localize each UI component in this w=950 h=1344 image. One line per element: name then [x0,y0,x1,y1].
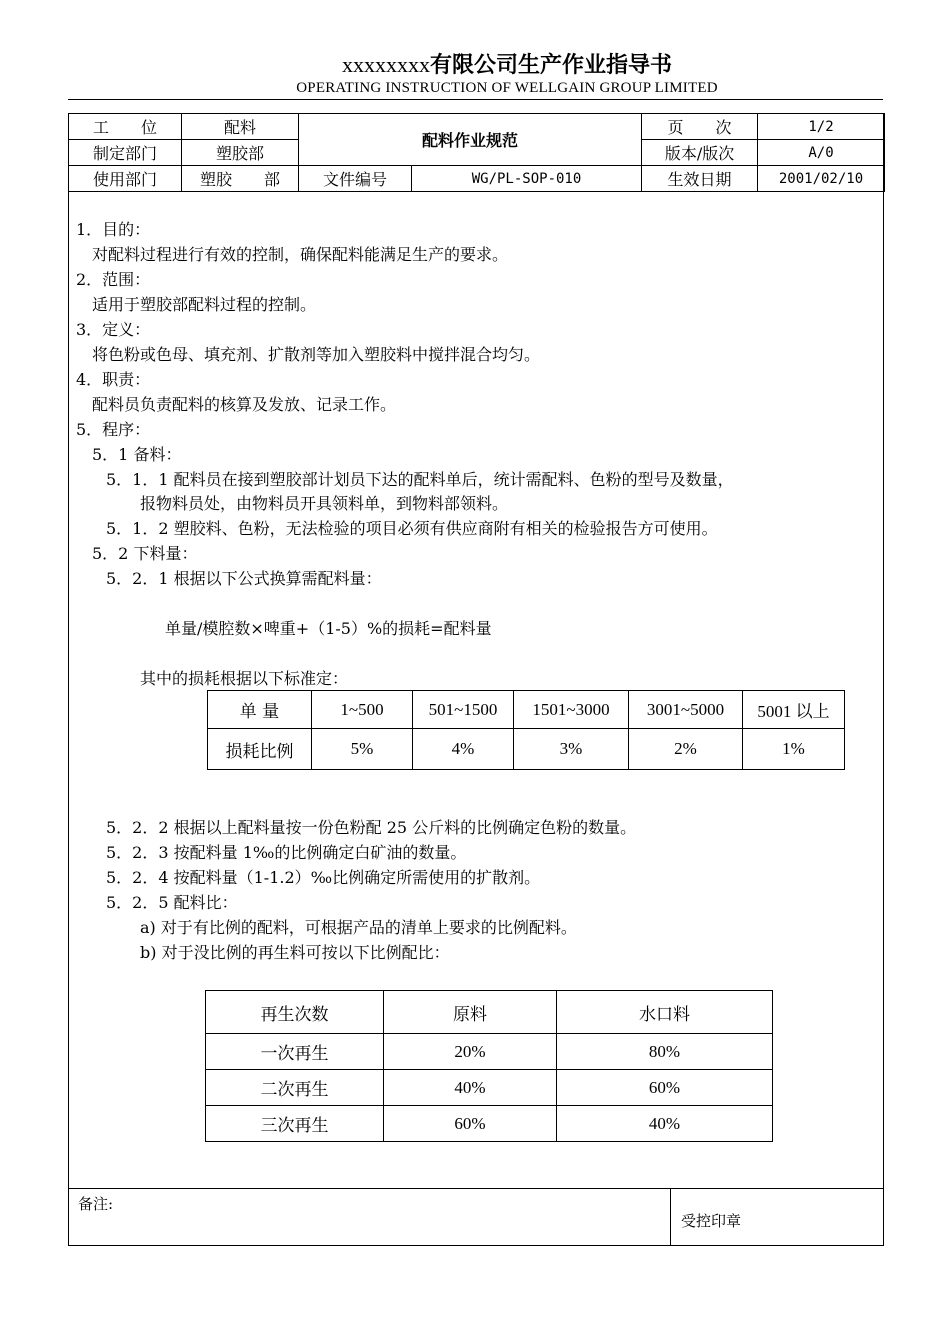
loss-cell: 501~1500 [413,691,514,729]
page-value: 1/2 [758,114,885,140]
use-dept-value: 塑胶 部 [182,166,299,192]
regrind-cell: 一次再生 [206,1034,384,1070]
regrind-cell: 二次再生 [206,1070,384,1106]
section-4-text: 配料员负责配料的核算及发放、记录工作。 [92,395,397,414]
regrind-header-cell: 原料 [384,991,557,1034]
loss-cell: 4% [413,729,514,770]
section-5-2-5-b: b) 对于没比例的再生料可按以下比例配比： [140,943,450,962]
formula: 单量/模腔数×啤重+（1-5）%的损耗=配料量 [165,619,492,638]
dept-value: 塑胶部 [182,140,299,166]
version-label: 版本/版次 [642,140,758,166]
loss-cell: 3% [514,729,629,770]
loss-table [207,690,845,770]
regrind-cell: 80% [557,1034,773,1070]
regrind-table-row [206,1034,773,1070]
effective-date-label: 生效日期 [642,166,758,192]
regrind-table-header [206,991,773,1034]
section-5-1-1-line2: 报物料员处，由物料员开具领料单，到物料部领料。 [140,494,509,513]
remarks-label: 备注: [78,1195,114,1213]
section-5-2-title: 5．2 下料量： [92,544,198,563]
regrind-table [205,990,773,1142]
loss-cell: 3001~5000 [629,691,743,729]
section-5-1-title: 5．1 备料： [92,445,182,464]
company-code: xxxxxxxx [341,52,430,77]
loss-cell: 2% [629,729,743,770]
regrind-cell: 40% [384,1070,557,1106]
regrind-header-cell: 水口料 [557,991,773,1034]
regrind-cell: 三次再生 [206,1106,384,1142]
section-5-2-4: 5．2．4 按配料量（1-1.2）‰比例确定所需使用的扩散剂。 [106,868,541,887]
station-value: 配料 [182,114,299,140]
title-divider [68,99,883,100]
section-1-text: 对配料过程进行有效的控制，确保配料能满足生产的要求。 [92,245,509,264]
section-1-title: 1．目的： [76,220,151,239]
doc-title: 配料作业规范 [299,114,642,166]
doc-no-label: 文件编号 [299,166,412,192]
page-label: 页 次 [642,114,758,140]
regrind-cell: 60% [384,1106,557,1142]
footer-divider [68,1188,884,1189]
loss-cell: 5001 以上 [743,691,845,729]
company-title: 有限公司生产作业指导书 [429,53,672,78]
dept-label: 制定部门 [69,140,182,166]
section-5-2-2: 5．2．2 根据以上配料量按一份色粉配 25 公斤料的比例确定色粉的数量。 [106,818,637,837]
document-subtitle: OPERATING INSTRUCTION OF WELLGAIN GROUP LIMITED [296,80,718,96]
controlled-stamp-label: 受控印章 [681,1212,742,1230]
regrind-cell: 20% [384,1034,557,1070]
section-5-2-5-a: a) 对于有比例的配料，可根据产品的清单上要求的比例配料。 [140,918,577,937]
header-info-table [68,113,885,192]
effective-date-value: 2001/02/10 [758,166,885,192]
station-label: 工 位 [69,114,182,140]
regrind-header-cell: 再生次数 [206,991,384,1034]
regrind-table-row [206,1070,773,1106]
section-5-1-2: 5．1．2 塑胶料、色粉，无法检验的项目必须有供应商附有相关的检验报告方可使用。 [106,519,718,538]
use-dept-label: 使用部门 [69,166,182,192]
section-5-title: 5．程序： [76,420,151,439]
document-title [0,48,950,79]
section-5-2-1: 5．2．1 根据以下公式换算需配料量： [106,569,382,588]
loss-cell: 1~500 [312,691,413,729]
footer-column-divider [670,1188,671,1246]
section-3-text: 将色粉或色母、填充剂、扩散剂等加入塑胶料中搅拌混合均匀。 [92,345,541,364]
regrind-table-row [206,1106,773,1142]
section-2-title: 2．范围： [76,270,151,289]
section-5-2-5: 5．2．5 配料比： [106,893,238,912]
section-2-text: 适用于塑胶部配料过程的控制。 [92,295,317,314]
loss-cell: 单 量 [208,691,312,729]
loss-table-row [208,729,845,770]
version-value: A/0 [758,140,885,166]
regrind-cell: 60% [557,1070,773,1106]
loss-cell: 1% [743,729,845,770]
section-5-1-1-line1: 5．1．1 配料员在接到塑胶部计划员下达的配料单后，统计需配料、色粉的型号及数量， [106,470,734,489]
section-4-title: 4．职责： [76,370,151,389]
loss-cell: 5% [312,729,413,770]
loss-cell: 1501~3000 [514,691,629,729]
section-5-2-3: 5．2．3 按配料量 1‰的比例确定白矿油的数量。 [106,843,467,862]
doc-no-value: WG/PL-SOP-010 [412,166,642,192]
section-3-title: 3．定义： [76,320,151,339]
loss-cell: 损耗比例 [208,729,312,770]
loss-intro: 其中的损耗根据以下标准定： [140,669,349,688]
regrind-cell: 40% [557,1106,773,1142]
loss-table-row [208,691,845,729]
